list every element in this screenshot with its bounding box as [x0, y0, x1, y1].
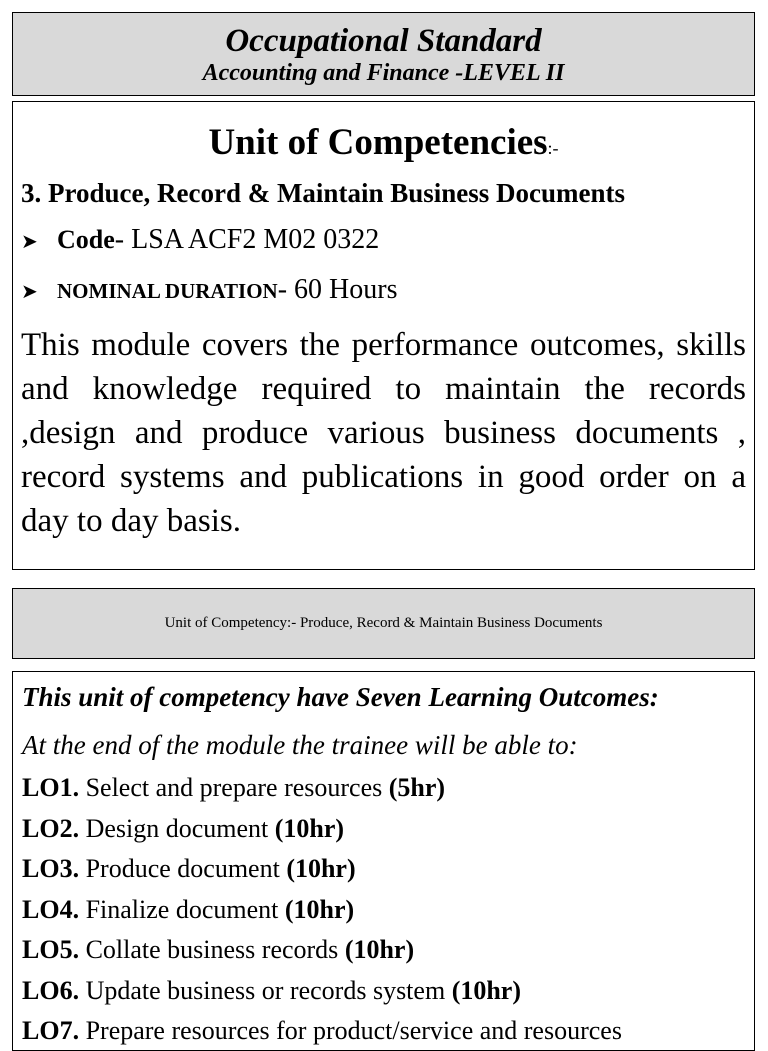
- code-value: - LSA ACF2 M02 0322: [114, 224, 380, 255]
- learning-outcome-item: LO7. Prepare resources for product/service and resources: [22, 1016, 622, 1045]
- duration-value: - 60 Hours: [277, 274, 398, 305]
- learning-outcome-item: LO6. Update business or records system (10hr): [22, 975, 522, 1005]
- unit-card: [12, 101, 755, 570]
- learning-outcome-item: LO4. Finalize document (10hr): [22, 894, 355, 924]
- arrow-bullet-icon: ➤: [21, 231, 38, 253]
- learning-outcome-item: LO5. Collate business records (10hr): [22, 935, 415, 964]
- section-banner: [12, 588, 755, 659]
- duration-bullet: [21, 273, 746, 309]
- module-description: This module covers the performance outcomes, skills and knowledge required to maintain the records ,design and produce various business documents , record systems and publications in good order on a day to day basis.: [21, 327, 746, 539]
- page-title: Occupational Standard: [225, 23, 542, 59]
- learning-outcome-item: LO1. Select and prepare resources (5hr): [22, 773, 446, 802]
- duration-label: NOMINAL DURATION: [57, 279, 278, 303]
- code-bullet: [21, 223, 746, 259]
- page-subtitle: Accounting and Finance -LEVEL II: [202, 60, 565, 86]
- unit-title: 3. Produce, Record & Maintain Business Documents: [21, 178, 625, 208]
- learning-outcomes-list: [22, 768, 745, 1051]
- code-label: Code: [57, 225, 115, 254]
- header-banner: [12, 12, 755, 96]
- outcomes-subheading: At the end of the module the trainee will be able to:: [22, 730, 578, 760]
- outcomes-card: [12, 671, 755, 1051]
- unit-heading: Unit of Competencies:-: [208, 122, 559, 163]
- learning-outcome-item: LO2. Design document (10hr): [22, 813, 345, 843]
- learning-outcome-item: LO3. Produce document (10hr): [22, 854, 356, 883]
- section-title: Unit of Competency:- Produce, Record & Maintain Business Documents: [164, 615, 603, 631]
- outcomes-intro: This unit of competency have Seven Learning Outcomes:: [22, 682, 659, 712]
- arrow-bullet-icon: ➤: [21, 281, 38, 303]
